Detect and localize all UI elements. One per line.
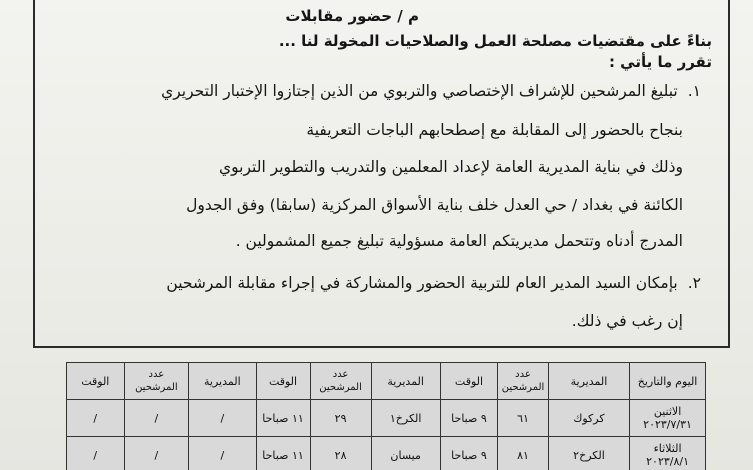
table-cell: ١١ صباحا xyxy=(256,400,310,437)
paragraph-text: تبليغ المرشحين للإشراف الإختصاصي والتربوي من الذين إجتازوا الإختبار التحريري xyxy=(161,82,678,100)
table-cell: / xyxy=(189,400,256,437)
table-header-cell: عدد المرشحين xyxy=(124,363,189,400)
table-cell: / xyxy=(67,437,125,470)
frame-border-bottom xyxy=(33,346,730,348)
table-header-cell: المديرية xyxy=(189,363,256,400)
table-cell: / xyxy=(189,437,256,470)
paragraph-1-line-4: الكائنة في بغداد / حي العدل خلف بناية الأسواق المركزية (سابقا) وفق الجدول xyxy=(186,196,683,214)
subject-line: م / حضور مقابلات xyxy=(285,7,419,25)
paragraph-1-line-2: بنجاح بالحضور إلى المقابلة مع إصطحابهم الباجات التعريفية xyxy=(306,121,683,139)
table-cell: كركوك xyxy=(548,400,629,437)
table-header-cell: المديرية xyxy=(548,363,629,400)
table-cell: ٦١ xyxy=(498,400,549,437)
table-cell: ميسان xyxy=(371,437,440,470)
paragraph-1-number: ١. xyxy=(687,82,701,100)
table-header-cell: الوقت xyxy=(440,363,498,400)
schedule-table xyxy=(66,362,706,470)
table-cell: ١١ صباحا xyxy=(256,437,310,470)
paragraph-1-line-3: وذلك في بناية المديرية العامة لإعداد المعلمين والتدريب والتطوير التربوي xyxy=(219,158,683,176)
table-header-cell: الوقت xyxy=(67,363,125,400)
table-header-cell: المديرية xyxy=(371,363,440,400)
table-cell: ٩ صباحا xyxy=(440,400,498,437)
paragraph-1-line-1 xyxy=(161,82,701,100)
table-cell: الثلاثاء ٢٠٢٣/٨/١ xyxy=(630,437,706,470)
intro-line: بناءً على مقتضيات مصلحة العمل والصلاحيات المخولة لنا ... xyxy=(278,32,712,50)
table-cell: الاثنين ٢٠٢٣/٧/٣١ xyxy=(630,400,706,437)
table-cell: ٢٩ xyxy=(310,400,371,437)
table-cell: ٩ صباحا xyxy=(440,437,498,470)
decision-heading: تقرر ما يأتي : xyxy=(608,53,712,71)
paragraph-2-line-1 xyxy=(166,274,701,292)
table-cell: / xyxy=(124,400,189,437)
table-row xyxy=(67,400,706,437)
table-cell: ٨١ xyxy=(498,437,549,470)
table-cell: / xyxy=(124,437,189,470)
table-cell: / xyxy=(67,400,125,437)
table-header-cell: عدد المرشحين xyxy=(310,363,371,400)
paragraph-2-line-2: إن رغب في ذلك. xyxy=(571,312,683,330)
frame-border-right xyxy=(728,0,730,348)
paragraph-text: بإمكان السيد المدير العام للتربية الحضور والمشاركة في إجراء مقابلة المرشحين xyxy=(166,274,678,292)
table-header-cell: الوقت xyxy=(256,363,310,400)
table-header-cell: عدد المرشحين xyxy=(498,363,549,400)
table-cell: الكرخ١ xyxy=(371,400,440,437)
table-header-row xyxy=(67,363,706,400)
table-cell: الكرخ٢ xyxy=(548,437,629,470)
table-cell: ٢٨ xyxy=(310,437,371,470)
table-header-cell: اليوم والتاريخ xyxy=(630,363,706,400)
paragraph-1-line-5: المدرج أدناه وتتحمل مديريتكم العامة مسؤولية تبليغ جميع المشمولين . xyxy=(235,232,683,250)
frame-border-left xyxy=(33,0,35,348)
paragraph-2-number: ٢. xyxy=(687,274,701,292)
table-row xyxy=(67,437,706,470)
